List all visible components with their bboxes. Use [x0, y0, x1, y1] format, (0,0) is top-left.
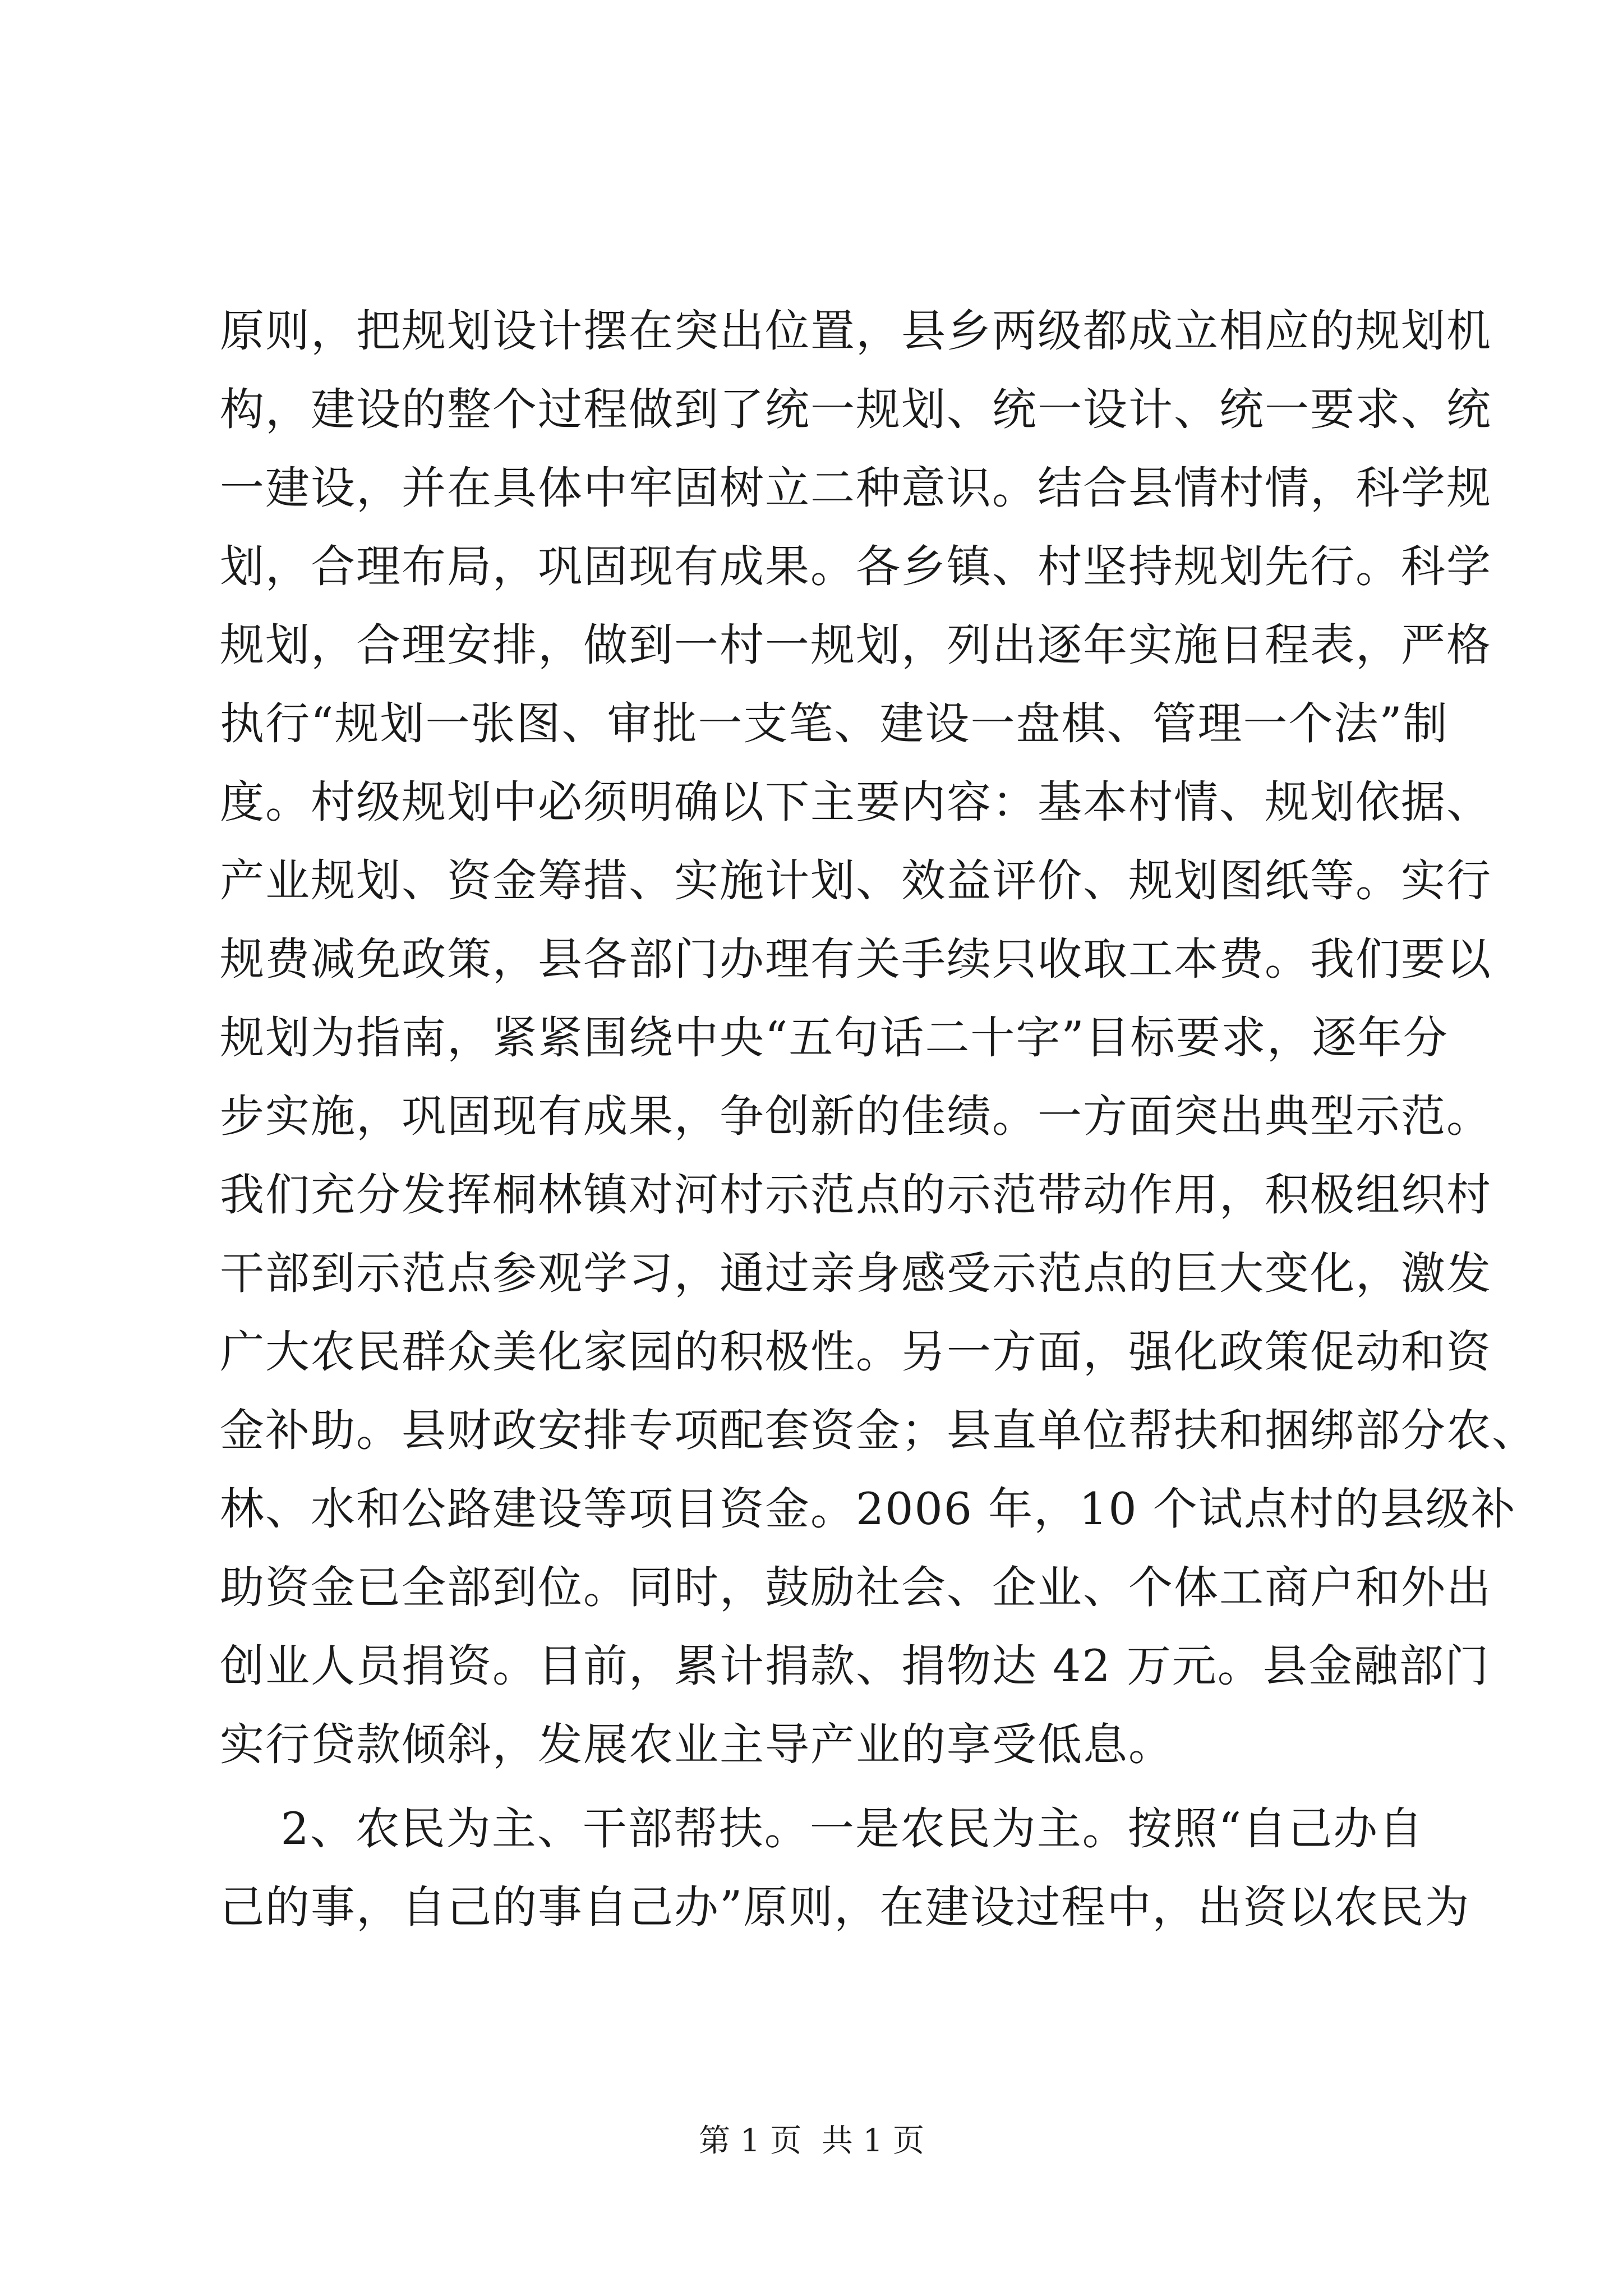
- text-line: 产业规划、资金筹措、实施计划、效益评价、规划图纸等。实行: [220, 855, 1492, 907]
- text-line: 广大农民群众美化家园的积极性。另一方面，强化政策促动和资: [220, 1326, 1492, 1378]
- text-line: 划，合理布局，巩固现有成果。各乡镇、村坚持规划先行。科学: [220, 541, 1492, 592]
- text-line: 2、农民为主、干部帮扶。一是农民为主。按照“自己办自: [220, 1803, 1424, 1855]
- text-line: 己的事，自己的事自己办”原则，在建设过程中，出资以农民为: [220, 1881, 1470, 1933]
- text-line: 执行“规划一张图、审批一支笔、建设一盘棋、管理一个法”制: [220, 698, 1449, 749]
- text-line: 一建设，并在具体中牢固树立二种意识。结合县情村情，科学规: [220, 462, 1492, 514]
- document-body: [220, 292, 1537, 1947]
- text-line: 规划为指南，紧紧围绕中央“五句话二十字”目标要求，逐年分: [220, 1012, 1449, 1064]
- page-footer: [0, 2122, 1623, 2161]
- page-number-label: 第 1 页 共 1 页: [698, 2123, 925, 2159]
- text-line: 创业人员捐资。目前，累计捐款、捐物达 42 万元。县金融部门: [220, 1640, 1490, 1692]
- text-line: 构，建设的整个过程做到了统一规划、统一设计、统一要求、统: [220, 384, 1492, 435]
- text-line: 金补助。县财政安排专项配套资金；县直单位帮扶和捆绑部分农、: [220, 1405, 1537, 1456]
- text-line: 实行贷款倾斜，发展农业主导产业的享受低息。: [220, 1719, 1174, 1770]
- text-line: 原则，把规划设计摆在突出位置，县乡两级都成立相应的规划机: [220, 305, 1492, 357]
- text-line: 助资金已全部到位。同时，鼓励社会、企业、个体工商户和外出: [220, 1562, 1492, 1613]
- text-line: 度。村级规划中必须明确以下主要内容：基本村情、规划依据、: [220, 776, 1492, 828]
- text-line: 规划，合理安排，做到一村一规划，列出逐年实施日程表，严格: [220, 619, 1492, 671]
- text-line: 干部到示范点参观学习，通过亲身感受示范点的巨大变化，激发: [220, 1248, 1492, 1299]
- text-line: 规费减免政策，县各部门办理有关手续只收取工本费。我们要以: [220, 933, 1492, 985]
- text-line: 我们充分发挥桐林镇对河村示范点的示范带动作用，积极组织村: [220, 1169, 1492, 1221]
- text-line: 步实施，巩固现有成果，争创新的佳绩。一方面突出典型示范。: [220, 1091, 1492, 1142]
- text-line: 林、水和公路建设等项目资金。2006 年，10 个试点村的县级补: [220, 1483, 1516, 1535]
